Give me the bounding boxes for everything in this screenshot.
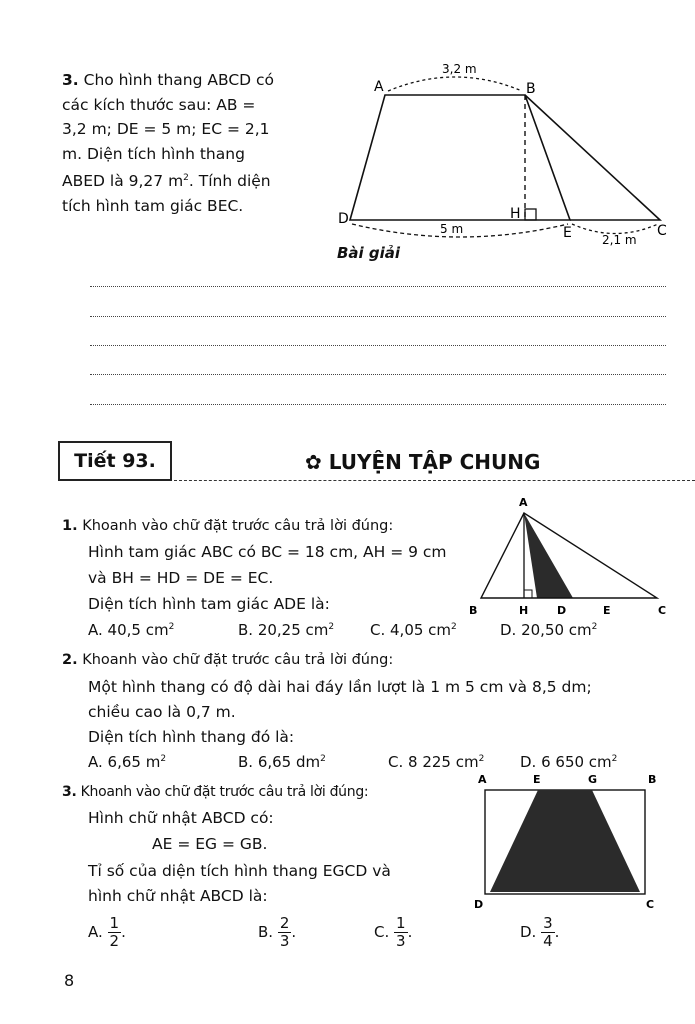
q3-line: Hình chữ nhật ABCD có: — [88, 809, 274, 827]
triangle-bec-sides — [525, 95, 660, 220]
vertex-label-b: B — [526, 81, 536, 97]
q2-line: Diện tích hình thang đó là: — [88, 728, 295, 746]
q3-line: AE = EG = GB. — [152, 835, 268, 853]
vertex-label-h: H — [510, 206, 521, 222]
q3-option-a[interactable]: A. $\frac{1}{2}$ . — [88, 914, 126, 950]
vertex-label-g: G — [588, 773, 598, 786]
lesson-title — [305, 450, 540, 474]
ab-length-label: 3,2 m — [442, 62, 477, 76]
answer-line — [90, 286, 666, 287]
de-length-label: 5 m — [440, 222, 464, 236]
answer-line — [90, 345, 666, 346]
problem-line: các kích thước sau: AB = — [62, 95, 256, 114]
answer-line — [90, 374, 666, 375]
triangle-abc — [481, 513, 657, 598]
lesson-number: Tiết 93. — [74, 450, 156, 472]
vertex-label-e: E — [533, 773, 541, 786]
problem-line: ABED là 9,27 $m^2$. Tính diện — [62, 172, 271, 191]
rectangle-abcd-figure — [470, 770, 662, 910]
q3-line: hình chữ nhật ABCD là: — [88, 887, 268, 905]
q2-line: chiều cao là 0,7 m. — [88, 703, 236, 721]
q1-option-d[interactable]: D. 20,50 $cm^2$ — [500, 621, 598, 639]
ec-length-label: 2,1 m — [602, 233, 637, 247]
problem-3-text — [62, 68, 302, 218]
q1-line: Hình tam giác ABC có BC = 18 cm, AH = 9 cm — [88, 543, 447, 561]
q1-option-a[interactable]: A. 40,5 $cm^2$ — [88, 621, 175, 639]
right-angle-mark — [524, 590, 532, 598]
q3-option-d[interactable]: D. $\frac{3}{4}$ . — [520, 914, 560, 950]
vertex-label-b: B — [648, 773, 657, 786]
q3-line: Tỉ số của diện tích hình thang EGCD và — [88, 862, 391, 880]
problem-line: m. Diện tích hình thang — [62, 144, 245, 163]
q3-option-b[interactable]: B. $\frac{2}{3}$ . — [258, 914, 297, 950]
answer-line — [90, 404, 666, 405]
q1-option-c[interactable]: C. 4,05 $cm^2$ — [370, 621, 457, 639]
triangle-abc-figure — [465, 493, 687, 618]
q3-option-c[interactable]: C. $\frac{1}{3}$ . — [374, 914, 413, 950]
solution-label: Bài giải — [337, 244, 401, 262]
problem-line: 3,2 m; DE = 5 m; EC = 2,1 — [62, 120, 270, 138]
q3-prompt: 3. Khoanh vào chữ đặt trước câu trả lời đúng: — [62, 784, 369, 800]
flower-icon: ✿ — [305, 450, 322, 474]
q2-option-a[interactable]: A. 6,65 $m^2$ — [88, 753, 167, 771]
vertex-label-c: C — [657, 223, 667, 239]
lesson-number-box — [58, 441, 172, 481]
problem-line: Cho hình thang ABCD có — [83, 71, 275, 89]
vertex-label-d: D — [474, 898, 484, 910]
vertex-label-a: A — [374, 79, 384, 95]
ab-dimension-arc — [388, 77, 522, 91]
q2-option-c[interactable]: C. 8 225 $cm^2$ — [388, 753, 485, 771]
vertex-label-c: C — [658, 604, 667, 617]
page-number: 8 — [64, 971, 75, 990]
trapezoid-figure — [330, 55, 675, 250]
q2-prompt: 2. Khoanh vào chữ đặt trước câu trả lời đúng: — [62, 652, 394, 668]
vertex-label-h: H — [519, 604, 529, 617]
lesson-title-text: LUYỆN TẬP CHUNG — [328, 450, 541, 474]
q2-line: Một hình thang có độ dài hai đáy lần lượt là 1 m 5 cm và 8,5 dm; — [88, 678, 592, 696]
q2-option-d[interactable]: D. 6 650 $cm^2$ — [520, 753, 618, 771]
shaded-trapezoid-egcd — [490, 790, 640, 892]
q1-prompt: 1. Khoanh vào chữ đặt trước câu trả lời đúng: — [62, 518, 394, 534]
answer-line — [90, 316, 666, 317]
lesson-divider — [174, 480, 695, 481]
problem-line: tích hình tam giác BEC. — [62, 196, 244, 215]
shaded-triangle-ade — [524, 513, 573, 598]
q2-option-b[interactable]: B. 6,65 $dm^2$ — [238, 753, 326, 771]
vertex-label-c: C — [646, 898, 655, 910]
q1-option-b[interactable]: B. 20,25 $cm^2$ — [238, 621, 335, 639]
vertex-label-a: A — [519, 496, 528, 509]
vertex-label-e: E — [603, 604, 611, 617]
vertex-label-e: E — [563, 225, 572, 241]
vertex-label-b: B — [469, 604, 478, 617]
q1-line: và BH = HD = DE = EC. — [88, 569, 274, 587]
vertex-label-d: D — [338, 211, 349, 227]
vertex-label-a: A — [478, 773, 487, 786]
problem-number: 3. — [62, 71, 79, 89]
vertex-label-d: D — [557, 604, 567, 617]
trapezoid-abed — [350, 95, 570, 220]
q1-line: Diện tích hình tam giác ADE là: — [88, 595, 330, 613]
right-angle-mark — [525, 209, 536, 220]
